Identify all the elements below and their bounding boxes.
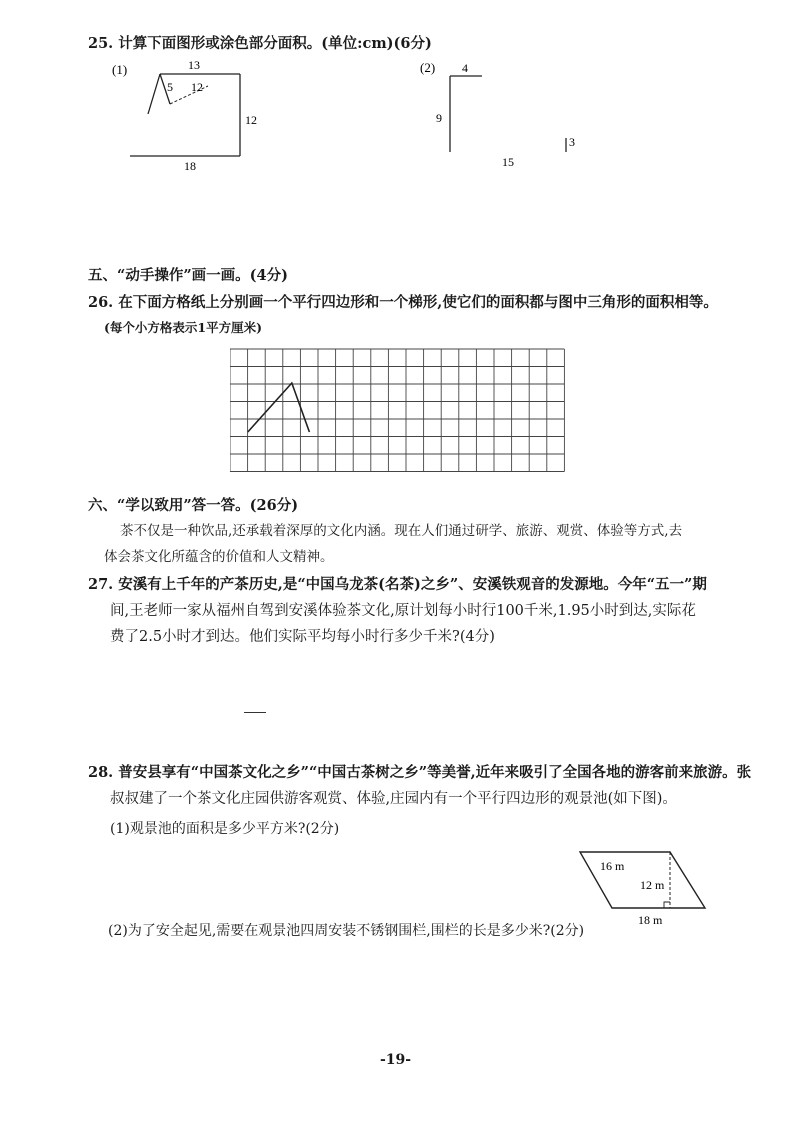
section-6-title: 六、“学以致用”答一答。(26分) [88, 497, 299, 514]
q27-line-3: 费了2.5小时才到达。他们实际平均每小时行多少千米?(4分) [110, 629, 495, 645]
fig2-right-label: 3 [569, 135, 575, 149]
tea-intro [104, 518, 760, 570]
section-5-title: 五、“动手操作”画一画。(4分) [88, 267, 288, 284]
pool-parallelogram [570, 842, 720, 932]
tea-intro-line-2: 体会茶文化所蕴含的价值和人文精神。 [104, 549, 334, 565]
q25-title: 25. 计算下面图形或涂色部分面积。(单位:cm)(6分) [88, 35, 432, 52]
q27 [88, 572, 768, 650]
pool-height-label: 12 m [640, 878, 665, 892]
q28-sub-1: (1)观景池的面积是多少平方米?(2分) [110, 821, 340, 837]
fig1-right-label: 12 [245, 113, 257, 127]
pool-bottom-label: 18 m [638, 913, 663, 927]
fig1-slant-label: 5 [167, 80, 173, 94]
fig2-left-label: 9 [436, 111, 442, 125]
q28-line-2: 叔叔建了一个茶文化庄园供游客观赏、体验,庄园内有一个平行四边形的观景池(如下图)。 [110, 791, 677, 807]
fig2-tag: (2) [420, 60, 436, 75]
fig1-inner-label: 12 [191, 80, 203, 94]
tea-intro-line-1: 茶不仅是一种饮品,还承载着深厚的文化内涵。现在人们通过研学、旅游、观赏、体验等方式,去 [120, 523, 683, 539]
q28-line-1: 28. 普安县享有“中国茶文化之乡”“中国古茶树之乡”等美誉,近年来吸引了全国各地的游客前来旅游。张 [88, 764, 752, 781]
page-number: -19- [380, 1052, 412, 1068]
fig2-bottom-label: 15 [502, 155, 514, 169]
fig1-slant-edge [148, 74, 160, 114]
stray-mark [244, 712, 266, 713]
q25-figure-1 [100, 56, 300, 176]
q28 [88, 760, 788, 812]
right-angle-mark [664, 902, 670, 908]
grid-lines [230, 349, 564, 472]
fig2-top-label: 4 [462, 61, 468, 75]
q25-figure-2 [410, 56, 590, 176]
fig1-bottom-label: 18 [184, 159, 196, 173]
q27-line-1: 27. 安溪有上千年的产茶历史,是“中国乌龙茶(名茶)之乡”、安溪铁观音的发源地。今年“五一”期 [88, 576, 707, 593]
q28-sub-2: (2)为了安全起见,需要在观景池四周安装不锈钢围栏,围栏的长是多少米?(2分) [108, 923, 585, 939]
fig1-top-label: 13 [188, 58, 200, 72]
q26-note: (每个小方格表示1平方厘米) [104, 320, 263, 335]
pool-top-label: 16 m [600, 859, 625, 873]
q26-title: 26. 在下面方格纸上分别画一个平行四边形和一个梯形,使它们的面积都与图中三角形的面积相等。 [88, 294, 718, 311]
fig1-tag: (1) [112, 62, 128, 77]
grid-paper [230, 348, 570, 478]
q27-line-2: 间,王老师一家从福州自驾到安溪体验茶文化,原计划每小时行100千米,1.95小时到达,实际花 [110, 603, 696, 619]
